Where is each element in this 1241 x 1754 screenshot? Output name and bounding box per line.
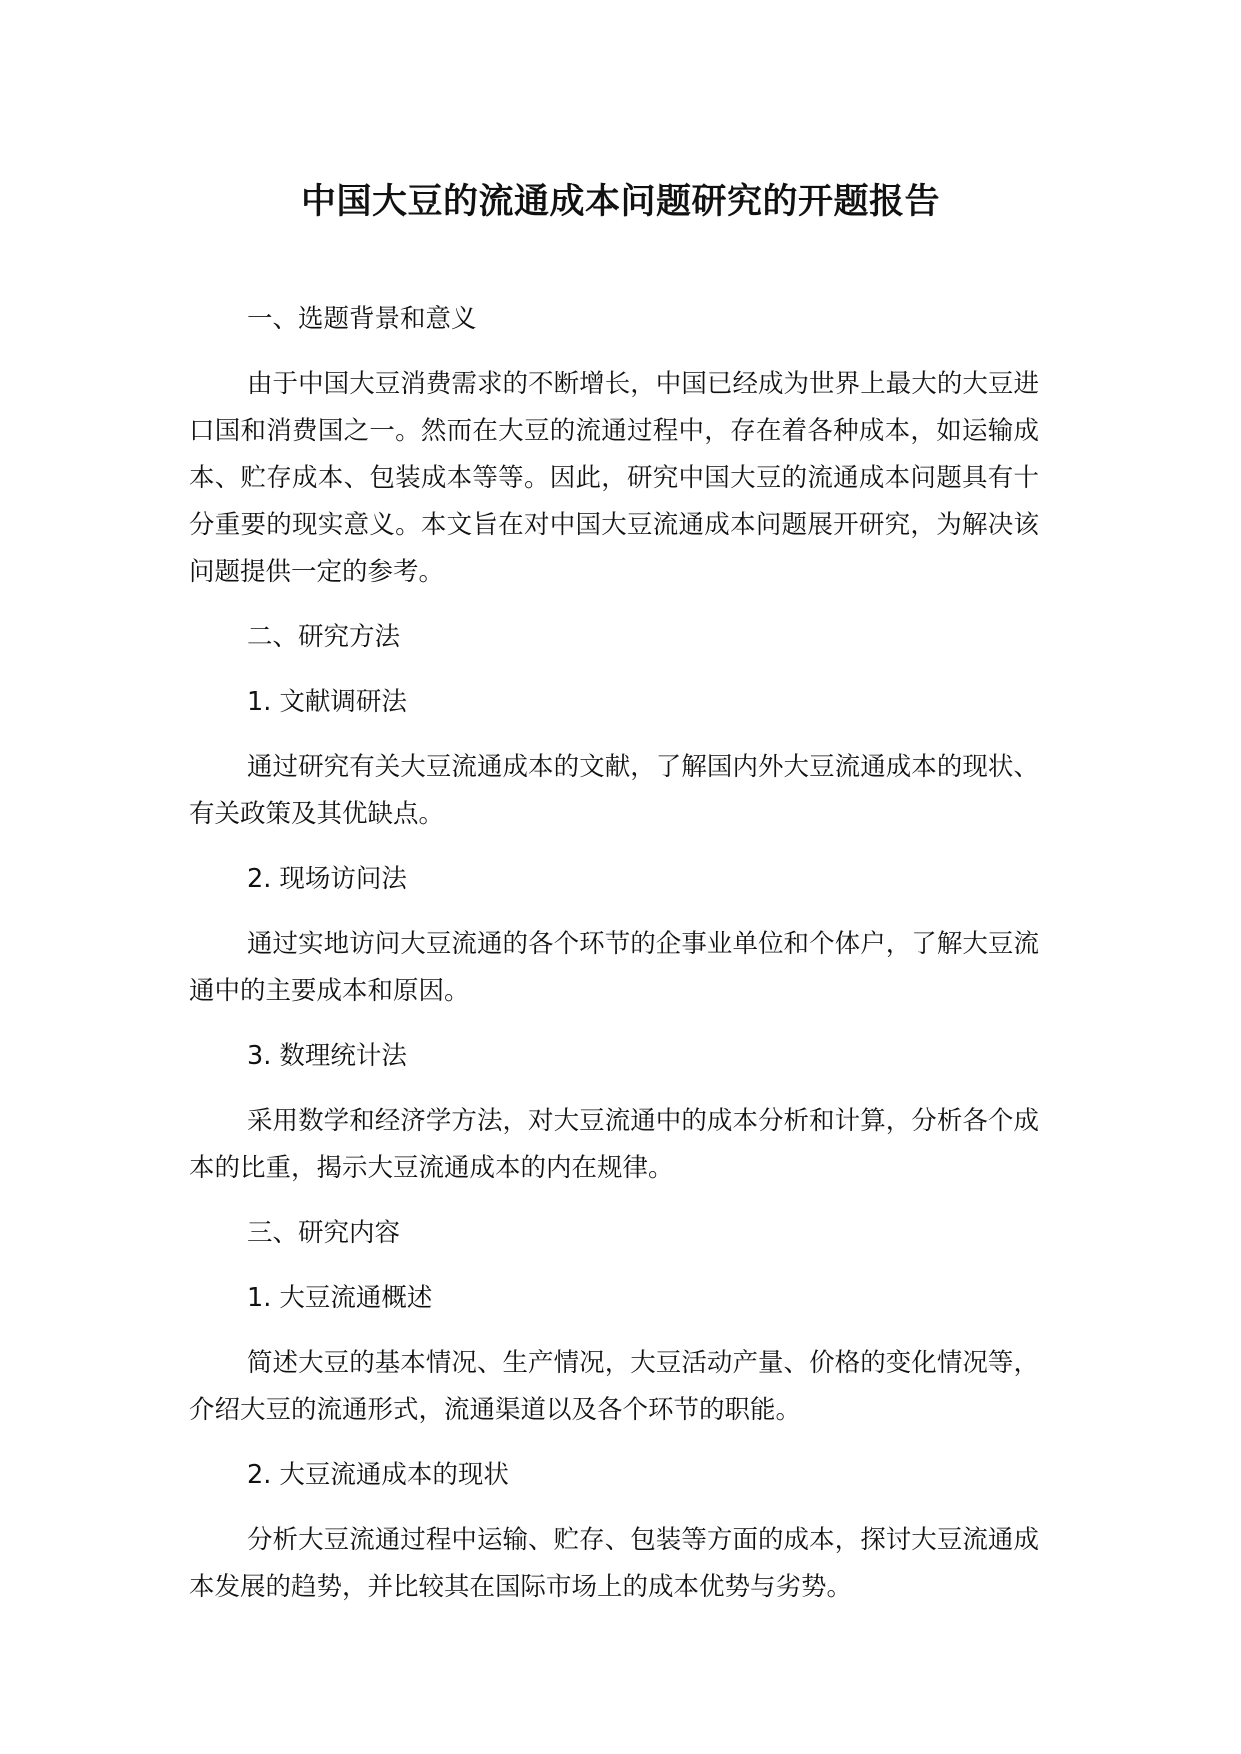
paragraph-cost-status: 分析大豆流通过程中运输、贮存、包装等方面的成本，探讨大豆流通成本发展的趋势，并比较其在国际市场上的成本优势与劣势。 (189, 1525, 1039, 1602)
document-title: 中国大豆的流通成本问题研究的开题报告 (300, 182, 940, 222)
subheading-field-visit-method: 2. 现场访问法 (247, 864, 407, 894)
subheading-statistics-method: 3. 数理统计法 (247, 1041, 407, 1071)
paragraph-statistics-method: 采用数学和经济学方法，对大豆流通中的成本分析和计算，分析各个成本的比重，揭示大豆流通成本的内在规律。 (189, 1106, 1039, 1183)
subheading-cost-status: 2. 大豆流通成本的现状 (247, 1460, 509, 1490)
subheading-literature-method: 1. 文献调研法 (247, 687, 407, 717)
subheading-overview: 1. 大豆流通概述 (247, 1283, 433, 1313)
section-heading-content: 三、研究内容 (247, 1218, 401, 1248)
paragraph-literature-method: 通过研究有关大豆流通成本的文献，了解国内外大豆流通成本的现状、有关政策及其优缺点。 (189, 752, 1039, 829)
section-heading-methods: 二、研究方法 (247, 622, 401, 652)
section-heading-background: 一、选题背景和意义 (247, 304, 477, 334)
paragraph-background: 由于中国大豆消费需求的不断增长，中国已经成为世界上最大的大豆进口国和消费国之一。然而在大豆的流通过程中，存在着各种成本，如运输成本、贮存成本、包装成本等等。因此，研究中国大豆的流通成本问题具有十分重要的现实意义。本文旨在对中国大豆流通成本问题展开研究，为解决该问题提供一定的参考。 (189, 369, 1039, 587)
paragraph-overview: 简述大豆的基本情况、生产情况，大豆活动产量、价格的变化情况等，介绍大豆的流通形式，流通渠道以及各个环节的职能。 (189, 1348, 1039, 1425)
paragraph-field-visit-method: 通过实地访问大豆流通的各个环节的企事业单位和个体户，了解大豆流通中的主要成本和原因。 (189, 929, 1039, 1006)
document-body (189, 296, 1039, 1611)
